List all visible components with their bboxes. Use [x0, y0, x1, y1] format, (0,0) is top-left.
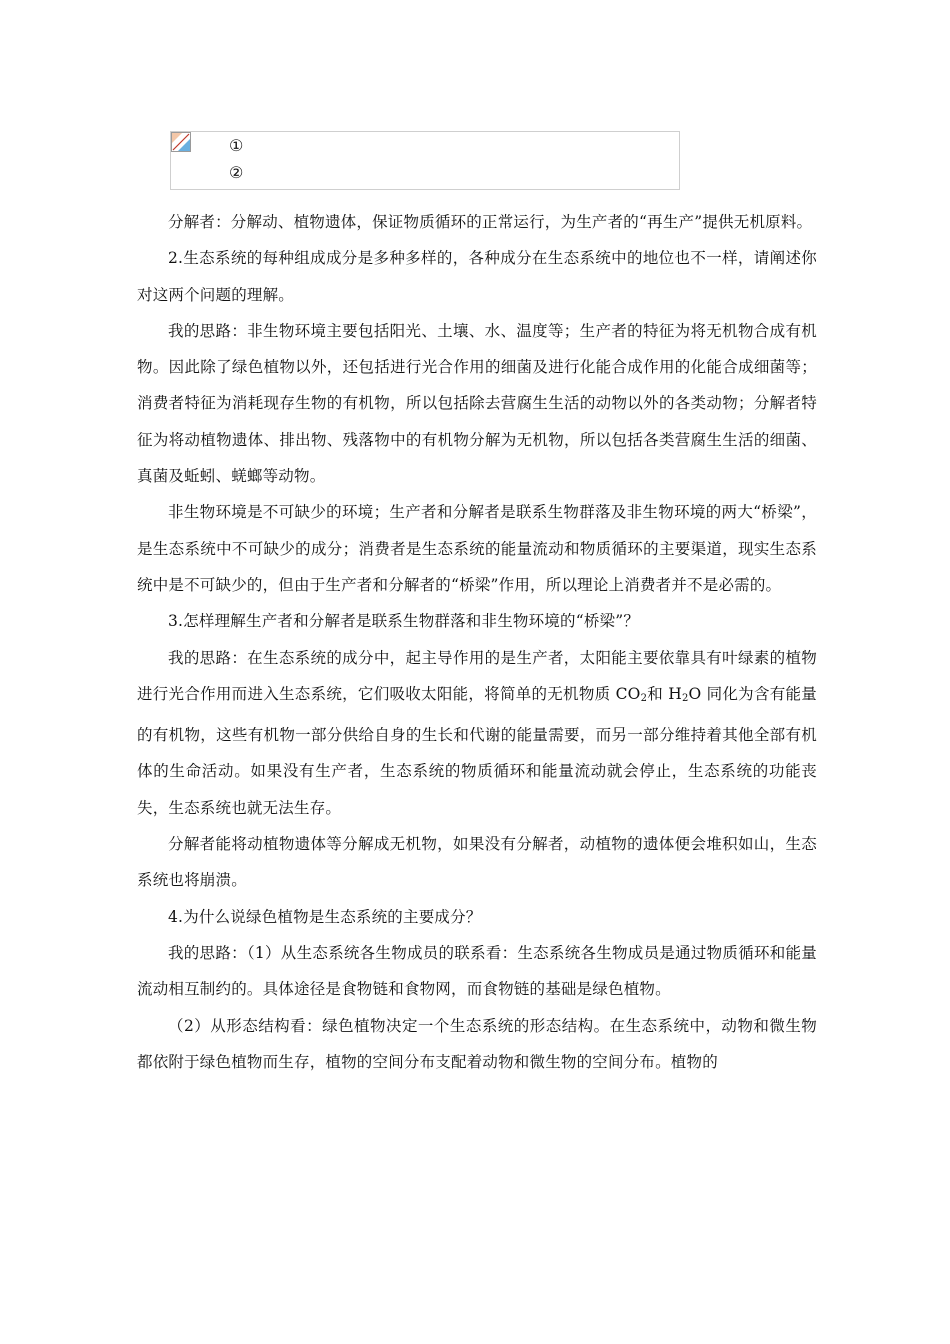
answer-3-part-b: 和 H [647, 684, 682, 703]
answer-2: 我的思路：非生物环境主要包括阳光、土壤、水、温度等；生产者的特征为将无机物合成有机物。因此除了绿色植物以外，还包括进行光合作用的细菌及进行化能合成作用的化能合成细菌等；消费者特征为消耗现存生物的有机物，所以包括除去营腐生生活的动物以外的各类动物；分解者特征为将动植物遗体、排出物、残落物中的有机物分解为无机物，所以包括各类营腐生生活的细菌、真菌及蚯蚓、蜣螂等动物。 [137, 321, 817, 486]
co2-subscript: 2 [640, 692, 648, 704]
answer-3-part-a: 我的思路：在生态系统的成分中，起主导作用的是生产者，太阳能主要依靠具有叶绿素的植物进行光合作用而进入生态系统，它们吸收太阳能，将简单的无机物质 CO [137, 648, 817, 703]
answer-3-continued: 分解者能将动植物遗体等分解成无机物，如果没有分解者，动植物的遗体便会堆积如山，生态系统也将崩溃。 [137, 835, 817, 890]
answer-3 [137, 640, 817, 826]
question-2: 2.生态系统的每种组成成分是多种多样的，各种成分在生态系统中的地位也不一样，请阐述你对这两个问题的理解。 [137, 249, 817, 304]
answer-4-point-1: 我的思路：（1）从生态系统各生物成员的联系看：生态系统各生物成员是通过物质循环和能量流动相互制约的。具体途径是食物链和食物网，而食物链的基础是绿色植物。 [137, 943, 817, 999]
question-4: 4.为什么说绿色植物是生态系统的主要成分？ [168, 907, 482, 926]
answer-3-part-c: O 同化为含有能量的有机物，这些有机物一部分供给自身的生长和代谢的能量需要，而另一部分维持着其他全部有机体的生命活动。如果没有生产者，生态系统的物质循环和能量流动就会停止，生态系统的功能丧失，生态系统也就无法生存。 [137, 684, 817, 817]
list-marker-2: ② [229, 163, 244, 182]
document-body [137, 204, 817, 1080]
broken-image-icon [171, 132, 191, 156]
question-3: 3.怎样理解生产者和分解者是联系生物群落和非生物环境的“桥梁”？ [168, 612, 640, 631]
image-placeholder-box [170, 131, 680, 190]
list-marker-1: ① [229, 136, 244, 155]
h2o-subscript: 2 [681, 692, 689, 704]
paragraph-decomposer: 分解者：分解动、植物遗体，保证物质循环的正常运行，为生产者的“再生产”提供无机原料。 [168, 213, 813, 231]
answer-2-continued: 非生物环境是不可缺少的环境；生产者和分解者是联系生物群落及非生物环境的两大“桥梁”，是生态系统中不可缺少的成分；消费者是生态系统的能量流动和物质循环的主要渠道，现实生态系统中是不可缺少的，但由于生产者和分解者的“桥梁”作用，所以理论上消费者并不是必需的。 [137, 503, 817, 594]
answer-4-point-2: （2）从形态结构看：绿色植物决定一个生态系统的形态结构。在生态系统中，动物和微生物都依附于绿色植物而生存，植物的空间分布支配着动物和微生物的空间分布。植物的 [137, 1016, 817, 1071]
